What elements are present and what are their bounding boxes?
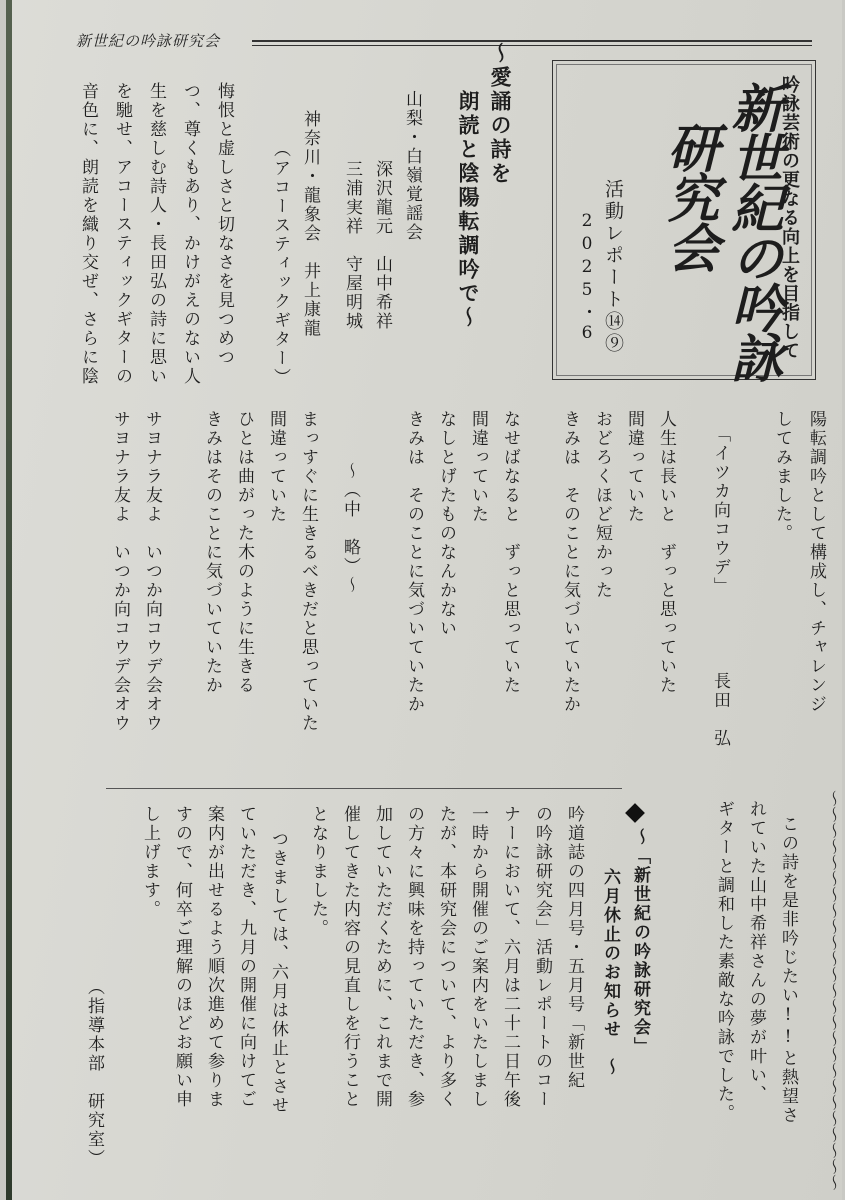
intro-col-3: 生を慈しむ詩人・長田弘の詩に思い [146,82,166,386]
poem-line: サヨナラ友よ いつか向コウデ会オウ [142,410,162,733]
notice-col: の吟詠研究会」活動レポートのコー [532,805,552,1109]
poem-line: 間違っていた [624,410,644,524]
performer-names2: 三浦実祥 守屋明城 [342,160,362,331]
subtitle-line1: 〜愛誦の詩を [488,42,513,186]
notice-signature: （指導本部 研究室） [84,978,104,1168]
intro-cont-col-1: 陽転調吟として構成し、チャレンジ [806,410,826,714]
notice-heading: 〜「新世紀の吟詠研究会」 [630,828,650,1056]
notice-col: ナーにおいて、六月は二十二日午後 [500,805,520,1109]
report-label: 活動レポート⑭⑨ [602,179,624,355]
poem-line: 人生は長いと ずっと思っていた [656,410,676,695]
intro-col-2: つ、尊くもあり、かけがえのない人 [180,82,200,386]
poem-line: きみはそのことに気づいていたか [202,410,222,695]
intro-col-1: 悔恨と虚しさと切なさを見つめつ [214,82,234,367]
subtitle-line2: 朗読と陰陽転調吟で〜 [456,90,481,330]
calligraphy-title-main: 新世紀の吟詠 [722,81,783,381]
poem-line: ひとは曲がった木のように生きる [234,410,254,695]
notice-col: し上げます。 [140,805,160,919]
intro-cont-col-2: してみました。 [772,410,792,543]
notice-col: たが、本研究会について、より多く [436,805,456,1109]
poem-author: 長田 弘 [710,672,730,748]
notice-col: つきましては、六月は休止とさせ [268,830,288,1115]
poem-line: おどろくほど短かった [592,410,612,600]
page-header: 新世紀の吟詠研究会 [76,32,221,50]
comment-col-3: ギターと調和した素敵な吟詠でした。 [714,800,734,1123]
performer-group1: 山梨・白嶺覚謡会 [402,90,422,242]
comment-col-2: れていた山中希祥さんの夢が叶い、 [746,800,766,1104]
poem-line: まっすぐに生きるべきだと思っていた [298,410,318,733]
notice-col: 一時から開催のご案内をいたしまし [468,805,488,1109]
intro-col-4: を馳せ、アコースティックギターの [112,82,132,386]
poem-line: サヨナラ友よ いつか向コウデ会オウ [110,410,130,733]
notice-col: となりました。 [308,805,328,938]
newsletter-page [6,0,842,1200]
notice-col: ていただき、九月の開催に向けてご [236,805,256,1109]
notice-col: の方々に興味を持っていただき、参 [404,805,424,1109]
notice-col: 催してきた内容の見直しを行うこと [340,805,360,1109]
performer-instrument: （アコースティックギター） [270,140,290,387]
poem-line: 間違っていた [468,410,488,524]
notice-subheading: 六月休止のお知らせ 〜 [600,868,620,1077]
calligraphy-title-sub: 研究会 [658,121,719,271]
poem-omission: 〜（中 略）〜 [340,462,360,595]
report-date: 2025・6 [577,211,597,346]
page-edge-binding [6,0,12,1200]
poem-line: きみは そのことに気づいていたか [404,410,424,714]
poem-line: なせばなると ずっと思っていた [500,410,520,695]
notice-col: 加していただくために、これまで開 [372,805,392,1109]
notice-col: すので、何卒ご理解のほどお願い申 [172,805,192,1109]
intro-col-5: 音色に、朗読を織り交ぜ、さらに陰 [78,82,98,386]
tagline: 吟詠芸術の更なる向上を目指して [779,75,800,360]
section-divider [106,788,622,789]
diamond-bullet-icon [625,803,645,823]
poem-line: なしとげたものなんかない [436,410,456,638]
title-box [552,60,816,380]
notice-col: 吟道誌の四月号・五月号「新世紀 [564,805,584,1090]
performer-group2: 神奈川・龍象会 井上康龍 [300,110,320,338]
poem-title: 「イツカ向コウデ」 [710,425,730,596]
tilde-border: 〜〜〜〜〜〜〜〜〜〜〜〜〜〜〜〜〜〜〜〜〜〜〜〜〜 [822,790,842,1190]
poem-line: 間違っていた [266,410,286,524]
notice-col: 案内が出せるよう順次進めて参りま [204,805,224,1109]
comment-col-1: この詩を是非吟じたい!!と熱望さ [778,815,798,1125]
header-rule [252,40,812,46]
performer-names1: 深沢龍元 山中希祥 [372,160,392,331]
poem-line: きみは そのことに気づいていたか [560,410,580,714]
